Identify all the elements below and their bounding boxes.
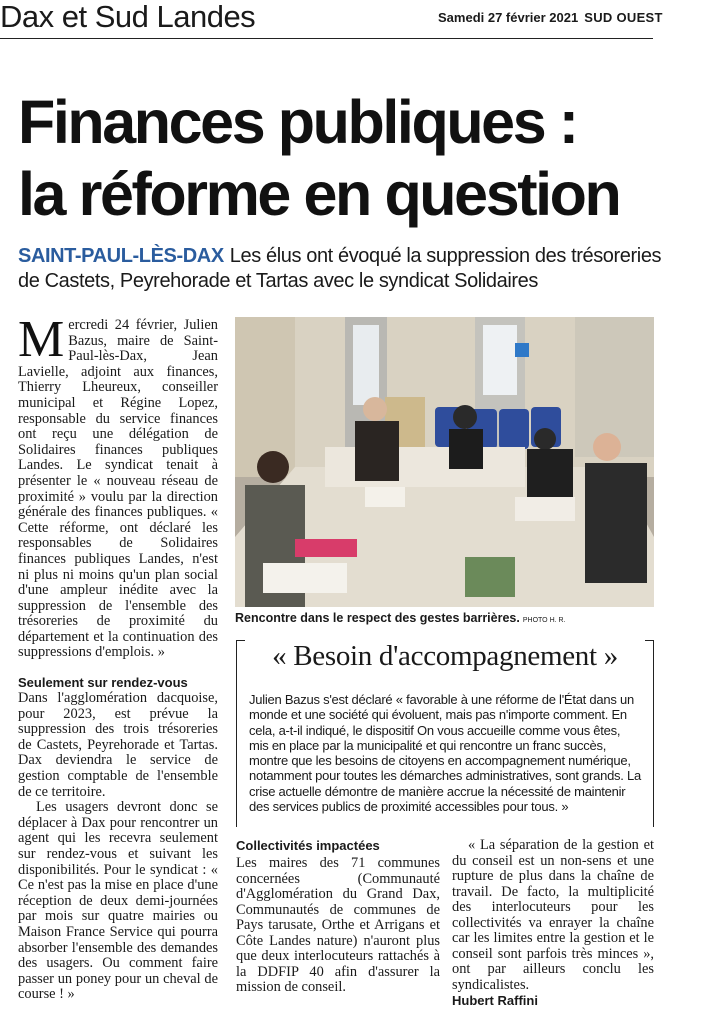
meeting-photo-illustration: [235, 317, 654, 607]
intro-text: ercredi 24 février, Julien Bazus, maire de Saint-Paul-lès-Dax, Jean Lavielle, adjoint aux finances, Thierry Lheureux, conseiller municipal et Régine Lopez, responsable du service finances ont reçu une délégation de Solidaires finances publiques Landes. Le syndicat tenait à présenter le « nouveau réseau de proximité » voulu par la direction générale des finances publiques. « Cette réforme, ont déclaré les responsables de Solidaires finances publiques Landes, n'est ni plus ni moins qu'un plan social d'une ampleur inédite avec la suppression de l'ensemble des trésoreries de proximité du département et la continuation des suppressions d'emplois. »: [18, 317, 218, 661]
meeting-photo: [235, 317, 654, 607]
caption-text: Rencontre dans le respect des gestes barrières.: [235, 611, 520, 625]
dropcap: M: [18, 311, 65, 368]
newspaper-brand: SUD OUEST: [584, 10, 663, 25]
header-rule: [0, 38, 653, 39]
article-column-2: [236, 838, 440, 996]
column-3-text: « La séparation de la gestion et du conseil est un non-sens et une rupture de plus dans la chaîne de travail. De facto, la multiplicité des interlocuteurs pour les collectivités va enrayer la chaîne car les limites entre la gestion et le conseil sont parfois très minces », ont par ailleurs conclu les syndicalistes.: [452, 837, 654, 993]
lede-text: Les élus ont évoqué la suppression des trésoreries de Castets, Peyrehorade et Tartas avec le syndicat Solidaires: [18, 245, 662, 292]
headline: [18, 86, 668, 230]
lede-location: SAINT-PAUL-LÈS-DAX: [18, 245, 224, 267]
subhead-rendez-vous: Seulement sur rendez-vous: [18, 675, 188, 691]
subhead-collectivites: Collectivités impactées: [236, 838, 380, 853]
issue-date: Samedi 27 février 2021: [438, 10, 579, 25]
section-title: Dax et Sud Landes: [0, 0, 256, 34]
article-column-1: [18, 311, 218, 1003]
intro-paragraph: [18, 311, 218, 661]
photo-caption: [235, 611, 655, 625]
box-text: Julien Bazus s'est déclaré « favorable à une réforme de l'État dans un monde et une société qui évoluent, mais pas n'importe comment. En cela, a-t-il indiqué, le dispositif On vous accueille comme vous êtes, mis en place par la municipalité et qui rencontre un franc succès, montre que les besoins de citoyens en accompagnement numérique, notamment pour toutes les démarches administratives, sont grands. La crise actuelle démontre de manière accrue la nécessité de maintenir des services publics de proximité accessibles pour tous. »: [249, 692, 641, 815]
article-column-3: [452, 838, 654, 1009]
headline-line-1: Finances publiques :: [18, 88, 577, 156]
photo-credit: PHOTO H. R.: [522, 617, 566, 624]
paragraph-2: Dans l'agglomération dacquoise, pour 2023, est prévue la suppression des trois trésoreries de Castets, Peyrehorade et Tartas. Dax deviendra le service de gestion comptable de l'ensemble de ce territoire.: [18, 690, 218, 800]
headline-line-2: la réforme en question: [18, 160, 620, 228]
issue-date-bar: [438, 10, 663, 25]
box-title: « Besoin d'accompagnement »: [272, 640, 618, 672]
lede: [18, 244, 668, 294]
paragraph-3: Les usagers devront donc se déplacer à Dax pour rencontrer un agent qui les recevra seulement sur rendez-vous et suivant les disponibilités. Pour le syndicat : « Ce n'est pas la mise en place d'une réception de deux demi-journées par mois sur quatre mairies ou Maison France Service qui pourra absorber l'ensemble des demandes des usagers. Ou comment faire passer un poney pour un cheval de course ! »: [18, 799, 218, 1003]
author-byline: Hubert Raffini: [452, 993, 538, 1008]
column-2-text: Les maires des 71 communes concernées (Communauté d'Agglomération du Grand Dax, Communautés de communes de Pays tarusate, Orthe et Arrigans et Côte Landes nature) n'auront plus que deux interlocuteurs rattachés à la DDFIP 40 afin d'assurer la mission de conseil.: [236, 855, 440, 995]
